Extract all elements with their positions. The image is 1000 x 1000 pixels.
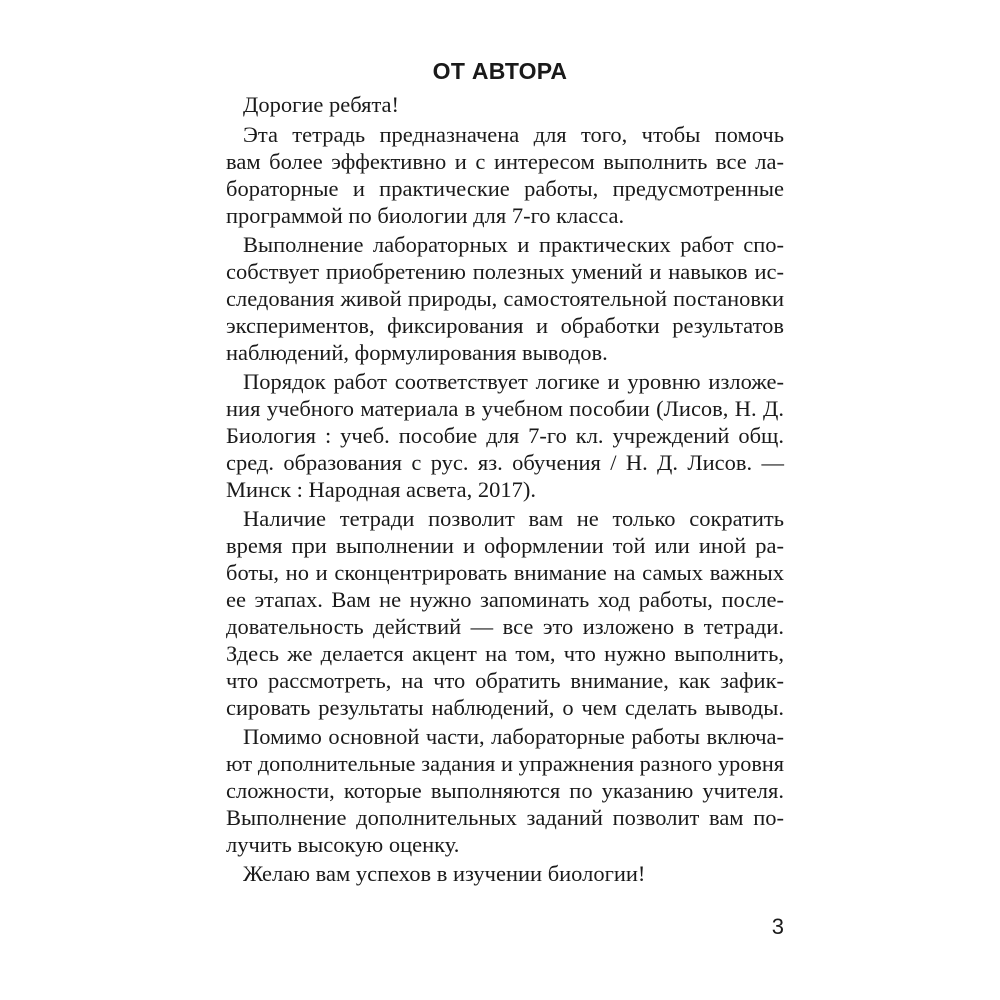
text-line: сред. образования с рус. яз. обучения / Н. Д. Лисов. — bbox=[226, 450, 784, 475]
text-line: Дорогие ребята! bbox=[243, 92, 400, 117]
text-line: следования живой природы, самостоятельной постановки bbox=[226, 286, 784, 311]
text-line: что рассмотреть, на что обратить внимание, как зафик- bbox=[226, 668, 784, 693]
text-line: лучить высокую оценку. bbox=[226, 832, 460, 857]
text-line: бораторные и практические работы, предусмотренные bbox=[226, 176, 784, 201]
text-line: ют дополнительные задания и упражнения разного уровня bbox=[226, 751, 784, 776]
text-line: экспериментов, фиксирования и обработки результатов bbox=[226, 313, 784, 338]
page-number: 3 bbox=[771, 914, 784, 939]
text-line: наблюдений, формулирования выводов. bbox=[226, 340, 608, 365]
text-line: сировать результаты наблюдений, о чем сделать выводы. bbox=[226, 695, 784, 720]
text-line: Выполнение дополнительных заданий позволит вам по- bbox=[226, 805, 784, 830]
text-line: вам более эффективно и с интересом выполнить все ла- bbox=[226, 149, 784, 174]
text-line: боты, но и сконцентрировать внимание на самых важных bbox=[226, 560, 784, 585]
text-line: время при выполнении и оформлении той или иной ра- bbox=[226, 533, 784, 558]
text-line: ее этапах. Вам не нужно запоминать ход работы, после- bbox=[226, 587, 784, 612]
text-line: Помимо основной части, лабораторные работы включа- bbox=[243, 724, 784, 749]
text-line: сложности, которые выполняются по указанию учителя. bbox=[226, 778, 784, 803]
text-line: программой по биологии для 7-го класса. bbox=[226, 203, 625, 228]
text-line: Здесь же делается акцент на том, что нужно выполнить, bbox=[226, 641, 784, 666]
text-line: Минск : Народная асвета, 2017). bbox=[226, 477, 536, 502]
text-line: Эта тетрадь предназначена для того, чтобы помочь bbox=[243, 122, 784, 147]
text-line: Желаю вам успехов в изучении биологии! bbox=[243, 861, 646, 886]
text-line: довательность действий — все это изложено в тетради. bbox=[226, 614, 784, 639]
text-line: Выполнение лабораторных и практических работ спо- bbox=[243, 232, 784, 257]
text-line: Наличие тетради позволит вам не только сократить bbox=[243, 506, 784, 531]
text-line: собствует приобретению полезных умений и навыков ис- bbox=[226, 259, 784, 284]
text-line: Биология : учеб. пособие для 7-го кл. учреждений общ. bbox=[226, 423, 784, 448]
text-line: Порядок работ соответствует логике и уровню изложе- bbox=[243, 369, 784, 394]
text-line: ния учебного материала в учебном пособии (Лисов, Н. Д. bbox=[226, 396, 784, 421]
page-heading: ОТ АВТОРА bbox=[432, 58, 568, 84]
